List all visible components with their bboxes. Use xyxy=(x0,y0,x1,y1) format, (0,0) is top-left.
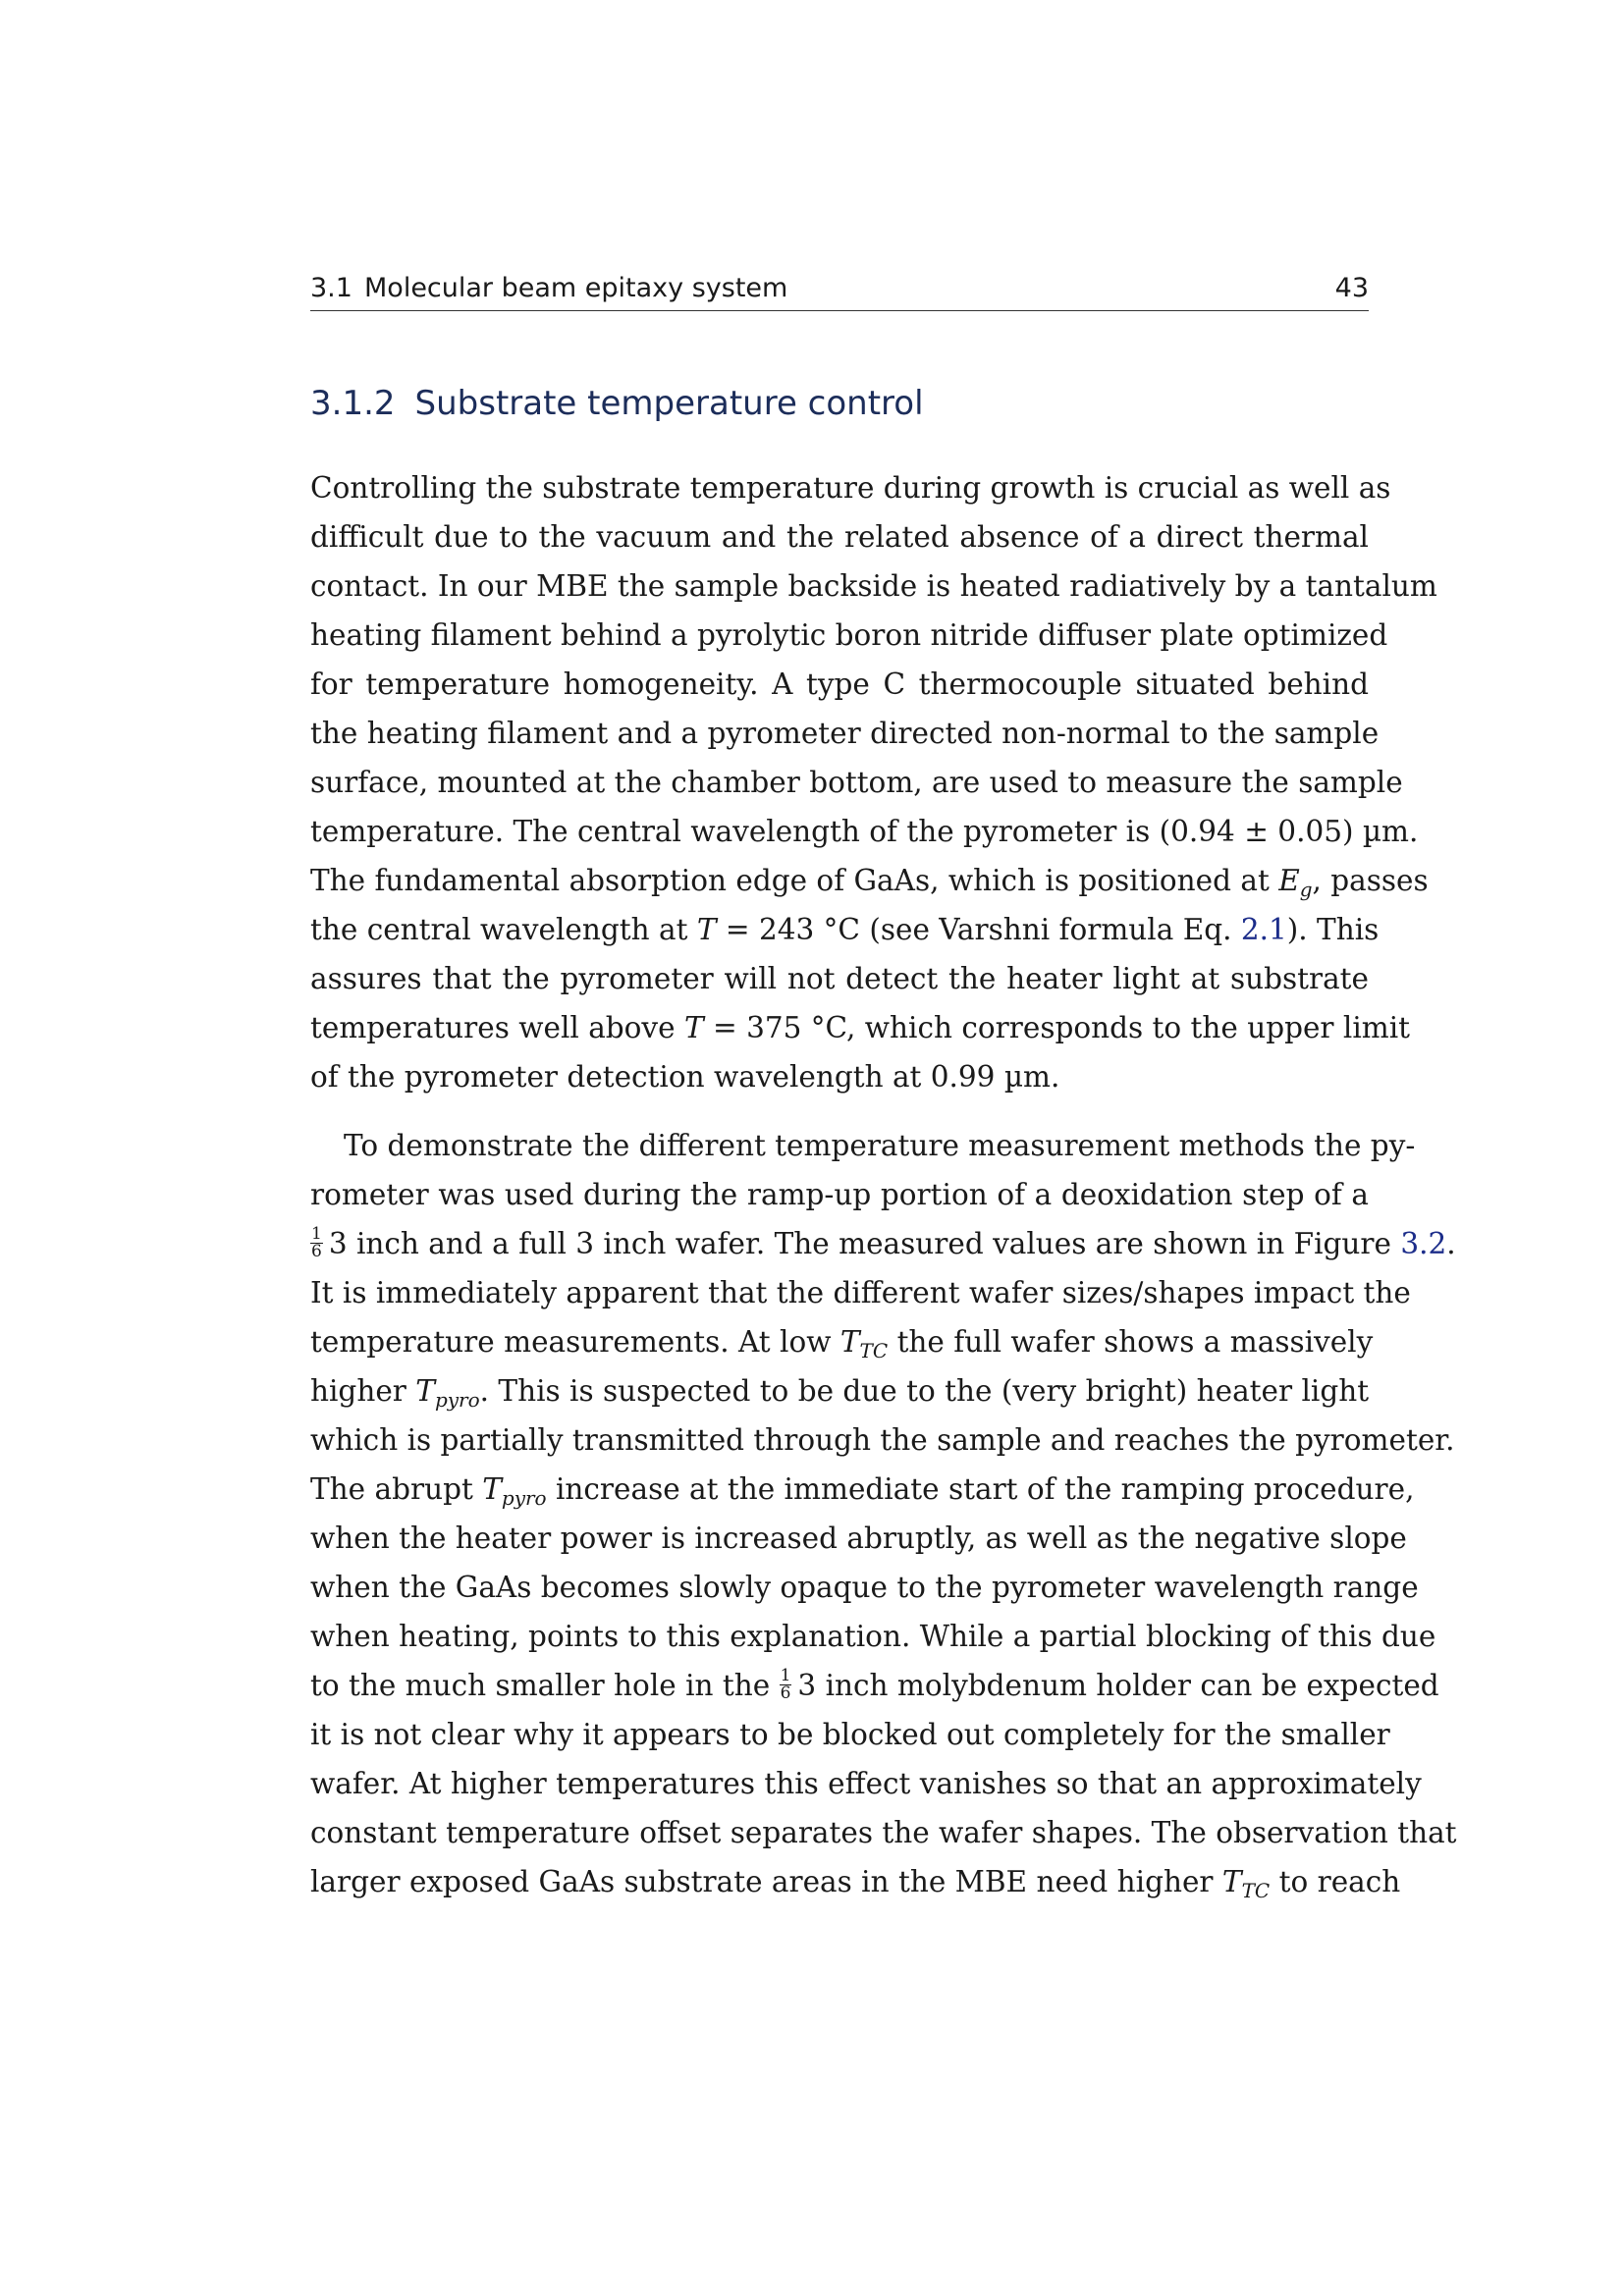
text-fragment: = 243 °C (see Varshni formula Eq. xyxy=(716,913,1241,946)
text-line xyxy=(310,1661,1439,1710)
math-symbol: T xyxy=(683,1011,704,1044)
text-fragment: = 375 °C, which corresponds to the upper limit xyxy=(703,1011,1411,1044)
equation-reference-link[interactable]: 2.1 xyxy=(1240,913,1287,946)
text-line xyxy=(310,1219,1456,1268)
text-fragment: temperature measurements. At low xyxy=(310,1325,840,1359)
text-fragment: . xyxy=(1446,1227,1456,1260)
text-line xyxy=(310,1857,1401,1906)
text-line: wafer. At higher temperatures this effect vanishes so that an approximately xyxy=(310,1767,1422,1800)
running-head-section-number: 3.1 xyxy=(310,273,352,303)
running-head-section-title: Molecular beam epitaxy system xyxy=(364,273,788,303)
text-line: when the GaAs becomes slowly opaque to the pyrometer wavelength range xyxy=(310,1571,1419,1604)
math-symbol: T xyxy=(839,1325,860,1359)
math-symbol: T xyxy=(1221,1865,1242,1898)
math-subscript: TC xyxy=(1241,1879,1271,1902)
text-line: assures that the pyrometer will not detect the heater light at substrate xyxy=(310,962,1369,995)
section-title: Substrate temperature control xyxy=(414,384,924,423)
math-subscript: g xyxy=(1299,878,1313,901)
math-subscript: pyro xyxy=(434,1388,480,1412)
text-line: the heating filament and a pyrometer directed non-normal to the sample xyxy=(310,717,1380,750)
text-fragment: 3 inch and a full 3 inch wafer. The measured values are shown in Figure xyxy=(328,1227,1401,1260)
math-symbol: T xyxy=(696,913,717,946)
math-symbol: E xyxy=(1278,864,1300,897)
text-fragment: temperatures well above xyxy=(310,1011,684,1044)
text-line: when heating, points to this explanation. While a partial blocking of this due xyxy=(310,1620,1436,1653)
text-line xyxy=(310,905,1380,954)
text-fragment: ). This xyxy=(1286,913,1380,946)
math-subscript: pyro xyxy=(501,1486,547,1510)
text-fragment: 3 inch molybdenum holder can be expected xyxy=(797,1669,1439,1702)
section-heading xyxy=(310,381,1369,426)
text-line: which is partially transmitted through the sample and reaches the pyrometer. xyxy=(310,1423,1455,1457)
text-line: of the pyrometer detection wavelength at 0.99 µm. xyxy=(310,1060,1060,1094)
text-fragment: increase at the immediate start of the ramping procedure, xyxy=(546,1472,1415,1506)
paragraph-2 xyxy=(310,1121,1457,1906)
math-subscript: TC xyxy=(859,1339,889,1362)
text-line: It is immediately apparent that the different wafer sizes/shapes impact the xyxy=(310,1276,1411,1309)
body-text xyxy=(310,463,1457,1906)
text-line: it is not clear why it appears to be blocked out completely for the smaller xyxy=(310,1718,1390,1751)
text-line xyxy=(310,1366,1369,1415)
text-line: surface, mounted at the chamber bottom, are used to measure the sample xyxy=(310,766,1403,799)
math-symbol: T xyxy=(415,1374,435,1408)
text-line: contact. In our MBE the sample backside is heated radiatively by a tantalum xyxy=(310,569,1437,603)
text-fragment: the central wavelength at xyxy=(310,913,697,946)
text-line xyxy=(310,856,1429,905)
fraction-numerator: 1 xyxy=(311,1223,322,1244)
text-fragment: The abrupt xyxy=(310,1472,483,1506)
running-head xyxy=(310,271,1369,311)
page-number: 43 xyxy=(1334,273,1369,303)
text-line: for temperature homogeneity. A type C thermocouple situated behind xyxy=(310,667,1369,701)
text-line: difficult due to the vacuum and the related absence of a direct thermal xyxy=(310,520,1369,554)
text-line: rometer was used during the ramp-up portion of a deoxidation step of a xyxy=(310,1178,1369,1211)
text-fragment: The fundamental absorption edge of GaAs, which is positioned at xyxy=(310,864,1279,897)
section-number: 3.1.2 xyxy=(310,384,396,423)
text-line xyxy=(310,1465,1415,1514)
text-fragment: larger exposed GaAs substrate areas in the MBE need higher xyxy=(310,1865,1222,1898)
text-line xyxy=(310,1317,1374,1366)
text-fragment: higher xyxy=(310,1374,416,1408)
text-fragment: . This is suspected to be due to the (very bright) heater light xyxy=(479,1374,1370,1408)
text-line: when the heater power is increased abruptly, as well as the negative slope xyxy=(310,1522,1407,1555)
text-line: constant temperature offset separates the wafer shapes. The observation that xyxy=(310,1816,1457,1849)
math-symbol: T xyxy=(482,1472,502,1506)
fraction-numerator: 1 xyxy=(780,1665,791,1685)
text-fragment: , passes xyxy=(1312,864,1429,897)
paragraph-1 xyxy=(310,463,1437,1101)
text-line: heating filament behind a pyrolytic boron nitride diffuser plate optimized xyxy=(310,618,1388,652)
text-fragment: the full wafer shows a massively xyxy=(888,1325,1374,1359)
text-fragment: to reach xyxy=(1270,1865,1401,1898)
text-line xyxy=(310,1003,1411,1052)
paragraph-gap xyxy=(310,1101,1369,1121)
text-line: Controlling the substrate temperature during growth is crucial as well as xyxy=(310,471,1391,505)
fraction xyxy=(780,1665,792,1703)
text-line: temperature. The central wavelength of the pyrometer is (0.94 ± 0.05) µm. xyxy=(310,815,1419,848)
figure-reference-link[interactable]: 3.2 xyxy=(1400,1227,1447,1260)
fraction-denominator: 6 xyxy=(311,1241,322,1261)
fraction xyxy=(310,1223,323,1261)
text-line: To demonstrate the different temperature measurement methods the py- xyxy=(344,1129,1416,1162)
page xyxy=(310,0,1457,2296)
fraction-denominator: 6 xyxy=(780,1682,791,1703)
text-fragment: to the much smaller hole in the xyxy=(310,1669,780,1702)
